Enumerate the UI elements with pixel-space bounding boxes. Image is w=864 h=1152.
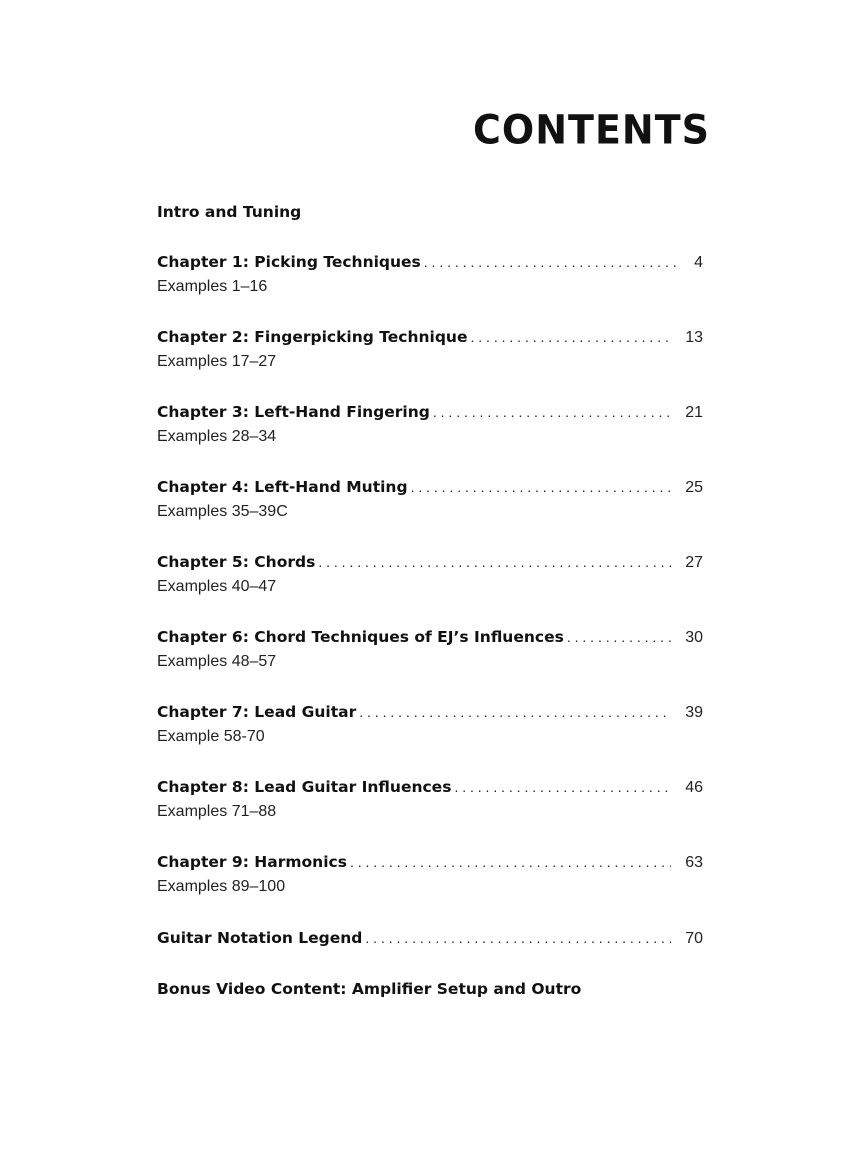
toc-entry-title: Chapter 1: Picking Techniques <box>157 253 421 271</box>
toc-entry-line <box>157 703 703 723</box>
toc-page-number: 46 <box>685 779 703 796</box>
toc-entry-title: Chapter 6: Chord Techniques of EJ’s Influences <box>157 628 564 646</box>
toc-entry-line <box>157 478 703 498</box>
toc-entry-title: Chapter 3: Left-Hand Fingering <box>157 403 430 421</box>
dot-leader <box>454 779 671 795</box>
toc-page-number: 13 <box>685 329 703 346</box>
toc-entry-line <box>157 203 703 223</box>
toc-page-number: 21 <box>685 404 703 421</box>
toc-entry-examples: Examples 35–39C <box>157 503 288 520</box>
toc-entry-examples: Examples 48–57 <box>157 653 277 670</box>
dot-leader <box>433 404 671 420</box>
toc-entry-title: Bonus Video Content: Amplifier Setup and Outro <box>157 980 582 998</box>
toc-entry-chapter-1[interactable] <box>157 253 703 296</box>
toc-entry-bonus-video[interactable] <box>157 980 703 1000</box>
toc-entry-line <box>157 980 703 1000</box>
toc-entry-examples: Examples 40–47 <box>157 578 277 595</box>
toc-entry-chapter-6[interactable] <box>157 628 703 671</box>
toc-page-number: 39 <box>685 704 703 721</box>
toc-entry-chapter-4[interactable] <box>157 478 703 521</box>
toc-entry-examples: Examples 89–100 <box>157 878 286 895</box>
toc-entry-notation-legend[interactable] <box>157 929 703 949</box>
toc-entry-examples: Example 58-70 <box>157 728 265 745</box>
toc-entry-line <box>157 328 703 348</box>
toc-entry-title: Chapter 5: Chords <box>157 553 316 571</box>
toc-entry-line <box>157 853 703 873</box>
toc-entry-title: Chapter 9: Harmonics <box>157 853 347 871</box>
toc-entry-line <box>157 778 703 798</box>
toc-entry-chapter-7[interactable] <box>157 703 703 746</box>
toc-page-number: 25 <box>685 479 703 496</box>
dot-leader <box>365 930 671 946</box>
toc-entry-title: Guitar Notation Legend <box>157 929 363 947</box>
dot-leader <box>470 329 671 345</box>
toc-entry-examples: Examples 1–16 <box>157 278 268 295</box>
toc-entry-title: Chapter 8: Lead Guitar Influences <box>157 778 452 796</box>
toc-entry-chapter-2[interactable] <box>157 328 703 371</box>
toc-page-number: 30 <box>685 629 703 646</box>
toc-entry-chapter-5[interactable] <box>157 553 703 596</box>
toc-entry-title: Chapter 7: Lead Guitar <box>157 703 357 721</box>
toc-entry-title: Chapter 2: Fingerpicking Technique <box>157 328 468 346</box>
toc-entry-examples: Examples 17–27 <box>157 353 277 370</box>
toc-entry-chapter-3[interactable] <box>157 403 703 446</box>
dot-leader <box>567 629 671 645</box>
dot-leader <box>318 554 671 570</box>
toc-page-number: 70 <box>685 930 703 947</box>
toc-page-number: 63 <box>685 854 703 871</box>
dot-leader <box>350 854 671 870</box>
toc-entry-examples: Examples 28–34 <box>157 428 277 445</box>
toc-entry-line <box>157 253 703 273</box>
dot-leader <box>424 254 680 270</box>
toc-page-number: 27 <box>685 554 703 571</box>
toc-entry-line <box>157 553 703 573</box>
toc-entry-chapter-9[interactable] <box>157 853 703 896</box>
toc-entry-line <box>157 403 703 423</box>
toc-entry-title: Intro and Tuning <box>157 203 302 221</box>
dot-leader <box>411 479 672 495</box>
toc-entry-chapter-8[interactable] <box>157 778 703 821</box>
toc-entry-line <box>157 929 703 949</box>
dot-leader <box>359 704 671 720</box>
toc-page-number: 4 <box>694 254 703 271</box>
page-title: CONTENTS <box>473 106 710 154</box>
toc-entry-intro[interactable] <box>157 203 703 223</box>
toc-entry-title: Chapter 4: Left-Hand Muting <box>157 478 408 496</box>
toc-entry-examples: Examples 71–88 <box>157 803 277 820</box>
toc-entry-line <box>157 628 703 648</box>
